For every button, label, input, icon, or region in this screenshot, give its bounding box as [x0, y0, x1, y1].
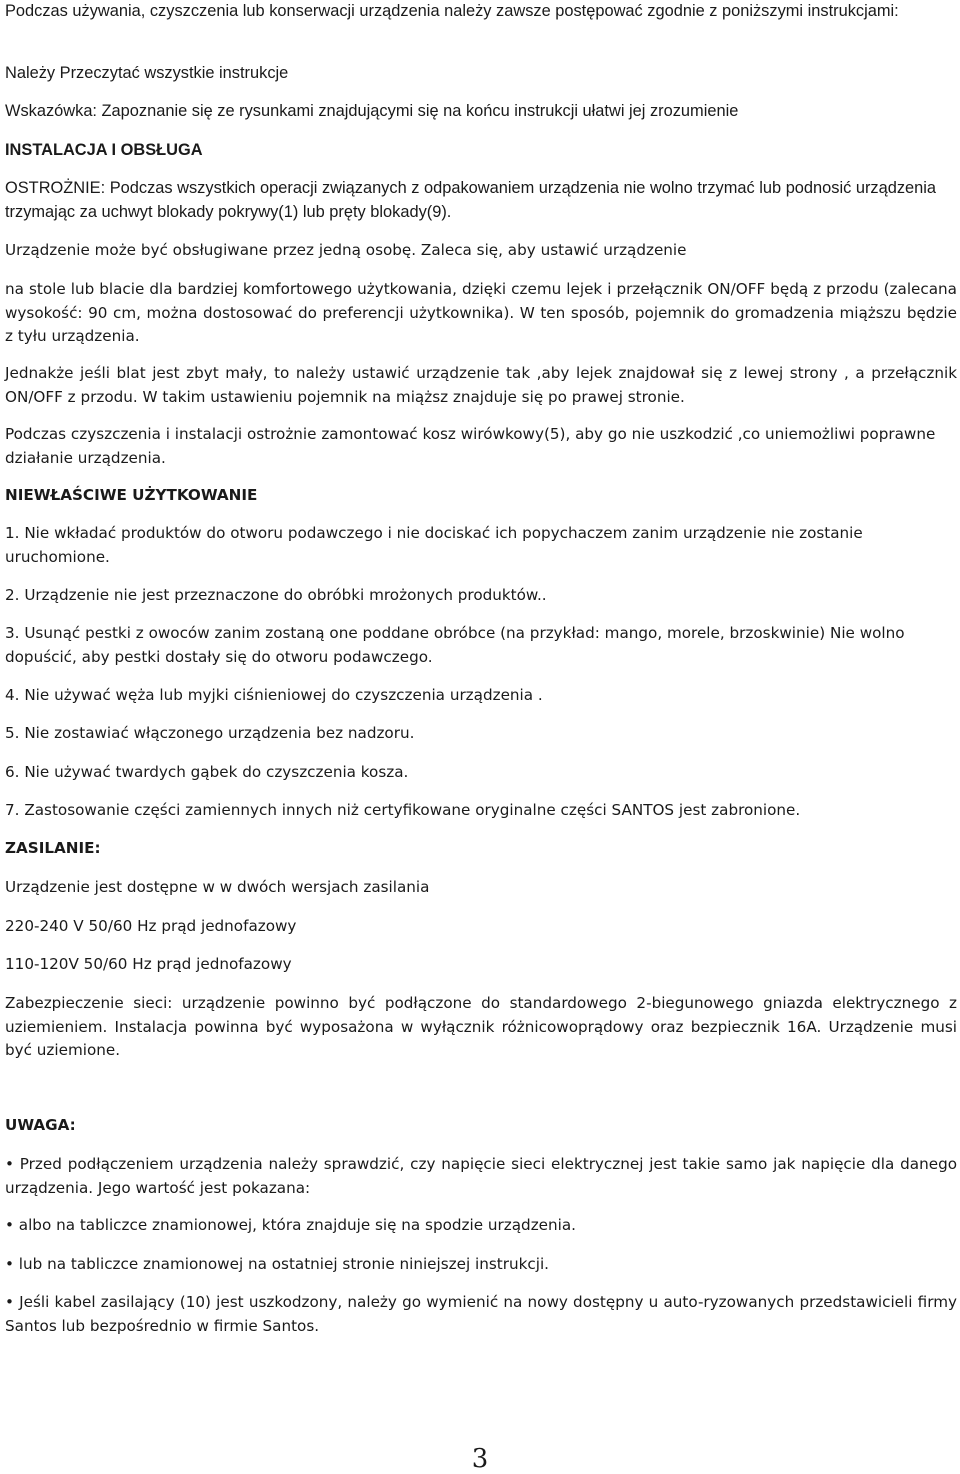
misuse-item-4: 4. Nie używać węża lub myjki ciśnieniowej do czyszczenia urządzenia . — [5, 686, 543, 704]
installation-heading: INSTALACJA I OBSŁUGA — [5, 141, 203, 159]
installation-caution: OSTROŻNIE: Podczas wszystkich operacji związanych z odpakowaniem urządzenia nie wolno trzymać lub podnosić urządzenia trzymając za uchwyt blokady pokrywy(1) lub pręty blokady(9). — [5, 179, 937, 221]
page-number: 3 — [471, 1444, 489, 1474]
misuse-item-5: 5. Nie zostawiać włączonego urządzenia bez nadzoru. — [5, 724, 415, 742]
installation-paragraph-3: Jednakże jeśli blat jest zbyt mały, to należy ustawić urządzenie tak ,aby lejek znajdował się z lewej strony , a przełącznik ON/OFF z przodu. W takim ustawieniu pojemnik na miąższ znajduje się po prawej stronie. — [5, 364, 957, 406]
misuse-item-7: 7. Zastosowanie części zamiennych innych niż certyfikowane oryginalne części SANTOS jest zabronione. — [5, 801, 801, 819]
misuse-heading: NIEWŁAŚCIWE UŻYTKOWANIE — [5, 486, 258, 504]
power-heading: ZASILANIE: — [5, 839, 101, 857]
installation-paragraph-2: na stole lub blacie dla bardziej komfortowego użytkowania, dzięki czemu lejek i przełącznik ON/OFF będą z przodu (zalecana wysokość: 90 cm, można dostosować do preferencji użytkownika). W ten sposób, pojemnik do gromadzenia miąższu będzie z tyłu urządzenia. — [5, 280, 957, 345]
warning-item-1: • Przed podłączeniem urządzenia należy sprawdzić, czy napięcie sieci elektrycznej jest takie samo jak napięcie dla danego urządzenia. Jego wartość jest pokazana: — [5, 1155, 957, 1197]
power-paragraph-1: Urządzenie jest dostępne w w dwóch wersjach zasilania — [5, 878, 430, 896]
installation-paragraph-1: Urządzenie może być obsługiwane przez jedną osobę. Zaleca się, aby ustawić urządzenie — [5, 241, 687, 259]
misuse-item-6: 6. Nie używać twardych gąbek do czyszczenia kosza. — [5, 763, 409, 781]
intro-line-1: Podczas używania, czyszczenia lub konserwacji urządzenia należy zawsze postępować zgodnie z poniższymi instrukcjami: — [5, 2, 899, 20]
misuse-item-3: 3. Usunąć pestki z owoców zanim zostaną one poddane obróbce (na przykład: mango, morele, brzoskwinie) Nie wolno dopuścić, aby pestki dostały się do otworu podawczego. — [5, 624, 905, 666]
warning-heading: UWAGA: — [5, 1116, 76, 1134]
misuse-item-2: 2. Urządzenie nie jest przeznaczone do obróbki mrożonych produktów.. — [5, 586, 547, 604]
power-version-1: 220-240 V 50/60 Hz prąd jednofazowy — [5, 917, 297, 935]
warning-item-4: • Jeśli kabel zasilający (10) jest uszkodzony, należy go wymienić na nowy dostępny u auto-ryzowanych przedstawicieli firmy Santos lub bezpośrednio w firmie Santos. — [5, 1293, 957, 1335]
intro-line-2: Należy Przeczytać wszystkie instrukcje — [5, 64, 289, 82]
misuse-item-1: 1. Nie wkładać produktów do otworu podawczego i nie dociskać ich popychaczem zanim urządzenie nie zostanie uruchomione. — [5, 524, 863, 566]
installation-paragraph-4: Podczas czyszczenia i instalacji ostrożnie zamontować kosz wirówkowy(5), aby go nie uszkodzić ,co uniemożliwi poprawne działanie urządzenia. — [5, 425, 936, 467]
warning-item-2: • albo na tabliczce znamionowej, która znajduje się na spodzie urządzenia. — [5, 1216, 576, 1234]
power-version-2: 110-120V 50/60 Hz prąd jednofazowy — [5, 955, 292, 973]
power-paragraph-2: Zabezpieczenie sieci: urządzenie powinno być podłączone do standardowego 2-biegunowego gniazda elektrycznego z uziemieniem. Instalacja powinna być wyposażona w wyłącznik różnicowoprądowy oraz bezpiecznik 16A. Urządzenie musi być uziemione. — [5, 994, 957, 1059]
warning-item-3: • lub na tabliczce znamionowej na ostatniej stronie niniejszej instrukcji. — [5, 1255, 550, 1273]
intro-line-3: Wskazówka: Zapoznanie się ze rysunkami znajdującymi się na końcu instrukcji ułatwi jej zrozumienie — [5, 102, 739, 120]
